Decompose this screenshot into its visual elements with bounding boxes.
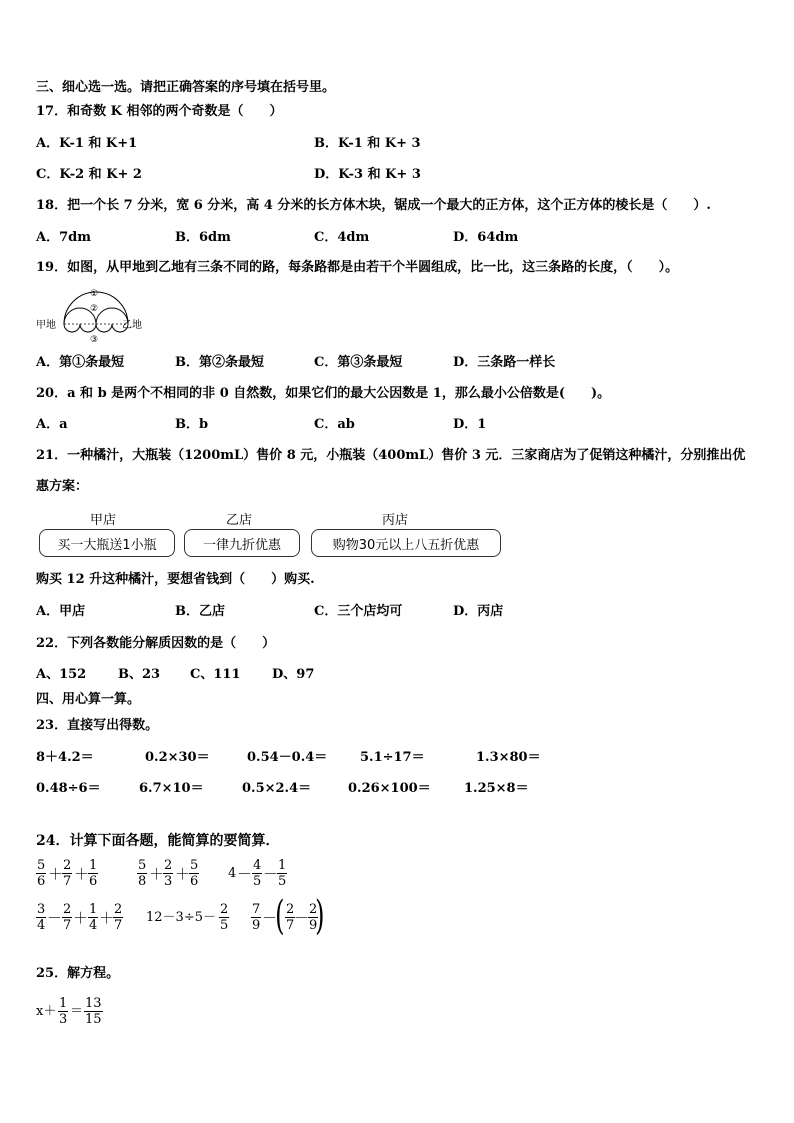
store-a-name: 甲店	[90, 513, 117, 528]
q18-text: 18．把一个长 7 分米，宽 6 分米，高 4 分米的长方体木块，锯成一个最大的正方体，这个正方体的棱长是（ ）.	[36, 198, 711, 213]
fraction: 2 9	[309, 902, 318, 933]
q19-label-1: ①	[90, 289, 99, 299]
q21-text-line3: 购买 12 升这种橘汁，要想省钱到（ ）购买.	[36, 572, 315, 587]
fraction: 5 8	[138, 858, 147, 889]
fraction: 2 7	[63, 858, 72, 889]
q22-option-b: B、23	[118, 667, 161, 682]
store-b-offer	[184, 529, 300, 557]
q21-text-line2: 惠方案：	[36, 479, 89, 494]
q17-text: 17．和奇数 K 相邻的两个奇数是（ ）	[36, 104, 283, 119]
q20-text: 20．a 和 b 是两个不相同的非 0 自然数，如果它们的最大公因数是 1，那么最小公倍数是( )。	[36, 386, 611, 401]
fraction: 2 7	[63, 902, 72, 933]
store-c-offer-text: 购物30元以上八五折优惠	[332, 537, 480, 553]
q23-r1-c5: 1.3×80＝	[476, 750, 541, 765]
q17-option-a: A．K-1 和 K+1	[36, 136, 138, 151]
fraction: 3 4	[37, 902, 46, 933]
section-3-heading: 三、细心选一选。请把正确答案的序号填在括号里。	[36, 80, 336, 95]
q22-option-c: C、111	[190, 667, 241, 682]
q17-option-c: C．K-2 和 K+ 2	[36, 167, 142, 182]
fraction: 2 7	[286, 902, 295, 933]
store-b-offer-text: 一律九折优惠	[202, 537, 281, 553]
q21-option-b: B．乙店	[175, 604, 225, 619]
fraction: 2 7	[114, 902, 123, 933]
store-b-name: 乙店	[226, 513, 253, 528]
fraction: 2 5	[220, 902, 229, 933]
q19-label-2: ②	[90, 304, 99, 314]
fraction: 2 3	[164, 858, 173, 889]
q22-text: 22．下列各数能分解质因数的是（ ）	[36, 636, 276, 651]
fraction: 4 5	[253, 858, 262, 889]
fraction: 1 4	[89, 902, 98, 933]
q23-r2-c5: 1.25×8＝	[464, 781, 529, 796]
section-4-heading: 四、用心算一算。	[36, 692, 141, 707]
q20-option-c: C．ab	[314, 417, 355, 432]
store-a-offer	[39, 529, 175, 557]
q23-r1-c4: 5.1÷17＝	[360, 750, 425, 765]
q21-text-line1: 21．一种橘汁，大瓶装（1200mL）售价 8 元，小瓶装（400mL）售价 3 元．三家商店为了促销这种橘汁，分别推出优	[36, 448, 746, 463]
q18-option-d: D．64dm	[453, 230, 519, 245]
q21-option-a: A．甲店	[36, 604, 86, 619]
q20-option-d: D．1	[453, 417, 487, 432]
q18-option-a: A．7dm	[36, 230, 91, 245]
q21-option-c: C．三个店均可	[314, 604, 403, 619]
fraction: 1 3	[59, 996, 68, 1027]
q23-r1-c3: 0.54－0.4＝	[247, 750, 328, 765]
q23-r2-c3: 0.5×2.4＝	[242, 781, 312, 796]
q19-text: 19．如图，从甲地到乙地有三条不同的路，每条路都是由若干个半圆组成，比一比，这三条路的长度，（ ）。	[36, 260, 679, 275]
fraction: 7 9	[252, 902, 261, 933]
fraction: 1 5	[278, 858, 287, 889]
q17-option-d: D．K-3 和 K+ 3	[314, 167, 421, 182]
q17-option-b: B．K-1 和 K+ 3	[314, 136, 421, 151]
fraction: 13 15	[85, 996, 102, 1027]
q19-label-3: ③	[90, 335, 99, 345]
fraction: 5 6	[190, 858, 199, 889]
q23-r2-c4: 0.26×100＝	[348, 781, 431, 796]
q19-label-end: 乙地	[122, 320, 142, 331]
q19-semicircle-figure	[36, 284, 146, 346]
store-c-name: 丙店	[382, 513, 409, 528]
q18-option-b: B．6dm	[175, 230, 231, 245]
q25-text: 25．解方程。	[36, 966, 120, 981]
q23-text: 23．直接写出得数。	[36, 718, 159, 733]
q23-r2-c1: 0.48÷6＝	[36, 781, 101, 796]
q23-r1-c2: 0.2×30＝	[145, 750, 210, 765]
q22-option-a: A、152	[36, 667, 87, 682]
q20-option-a: A．a	[36, 417, 68, 432]
q24-text: 24．计算下面各题，能简算的要简算．	[36, 833, 280, 849]
q21-option-d: D．丙店	[453, 604, 504, 619]
q18-option-c: C．4dm	[314, 230, 370, 245]
q23-r1-c1: 8＋4.2＝	[36, 750, 94, 765]
q20-option-b: B．b	[175, 417, 209, 432]
q19-option-d: D．三条路一样长	[453, 355, 556, 370]
q19-option-c: C．第③条最短	[314, 355, 403, 370]
fraction: 1 6	[89, 858, 98, 889]
q23-r2-c2: 6.7×10＝	[139, 781, 204, 796]
store-a-offer-text: 买一大瓶送1小瓶	[57, 537, 157, 553]
q22-option-d: D、97	[272, 667, 315, 682]
q19-label-start: 甲地	[36, 320, 56, 331]
store-c-offer	[311, 529, 501, 557]
fraction: 5 6	[37, 858, 46, 889]
q19-option-a: A．第①条最短	[36, 355, 125, 370]
q19-option-b: B．第②条最短	[175, 355, 264, 370]
